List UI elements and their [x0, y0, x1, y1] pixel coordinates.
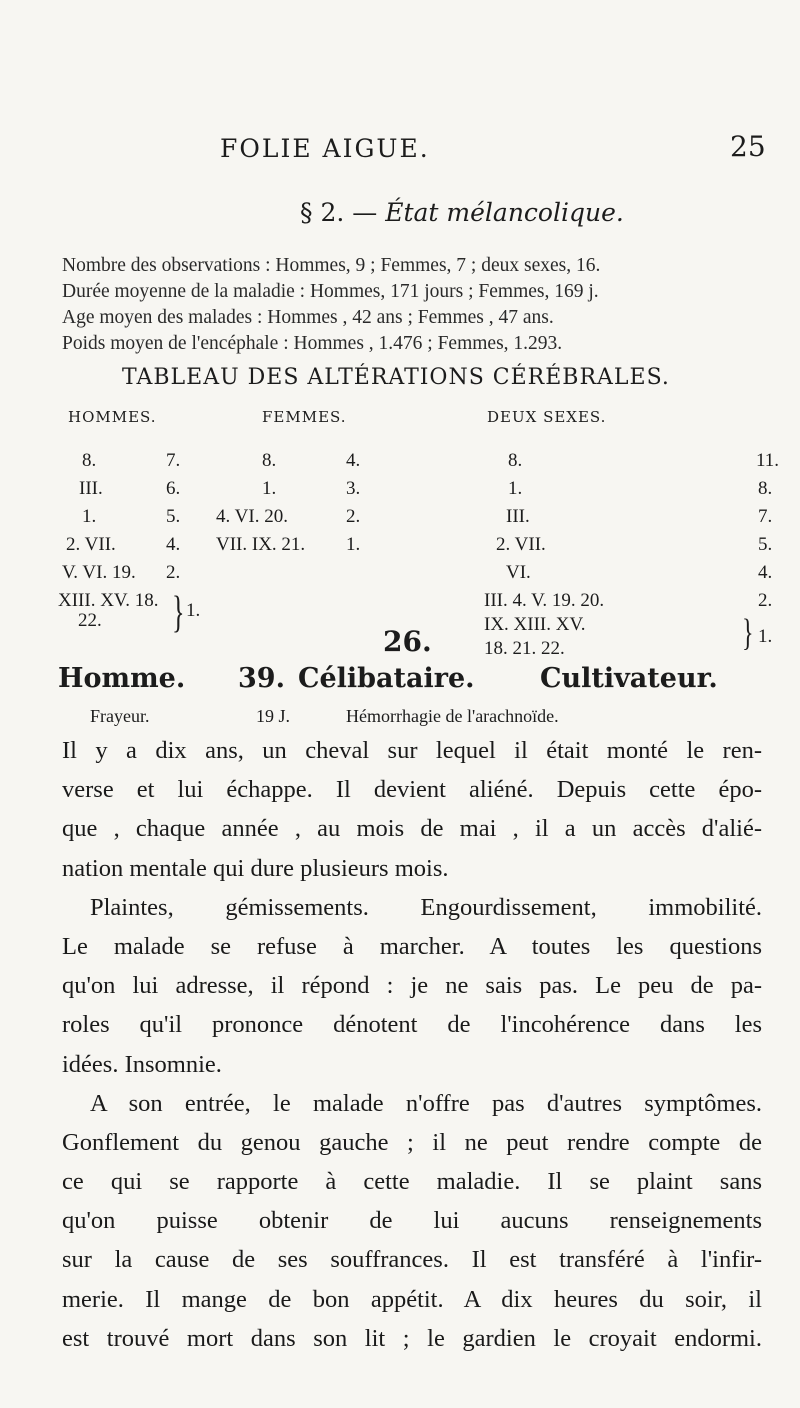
table-cell: XIII. XV. 18. — [58, 590, 159, 611]
case-status: Célibataire. — [298, 663, 475, 694]
table-cell: VI. — [506, 562, 531, 583]
mean-duration: Durée moyenne de la maladie : Hommes, 171 jours ; Femmes, 169 j. — [62, 281, 599, 302]
table-cell: V. VI. 19. — [62, 562, 136, 583]
text-line: verse et lui échappe. Il devient aliéné. Depuis cette épo- — [62, 776, 762, 804]
case-cause: Frayeur. — [90, 706, 150, 726]
text-line: qu'on lui adresse, il répond : je ne sais pas. Le peu de pa- — [62, 972, 762, 1000]
case-narrative — [62, 731, 762, 1358]
table-cell: 18. 21. 22. — [484, 638, 565, 659]
section-dash: — — [352, 198, 378, 227]
text-line: Il y a dix ans, un cheval sur lequel il était monté le ren- — [62, 737, 762, 764]
table-count: 8. — [758, 478, 773, 499]
table-count: 1. — [186, 600, 201, 621]
text-line: Gonflement du genou gauche ; il ne peut rendre compte de — [62, 1128, 762, 1156]
table-count: 7. — [758, 506, 773, 527]
table-cell: 22. — [78, 610, 102, 631]
text-line: que , chaque année , au mois de mai , il a un accès d'alié- — [62, 815, 762, 843]
table-count: 2. — [346, 506, 361, 527]
table-cell: 8. — [82, 450, 97, 471]
table-cell: 2. VII. — [66, 534, 116, 555]
table-cell: 1. — [82, 506, 97, 527]
table-cell: III. — [79, 478, 103, 499]
running-title: FOLIE AIGUE. — [220, 134, 430, 163]
section-number: § 2. — [300, 198, 345, 227]
brace-right: } — [742, 612, 754, 655]
brace-right: } — [172, 587, 185, 637]
table-count: 7. — [166, 450, 181, 471]
table-cell: 8. — [508, 450, 523, 471]
table-title: TABLEAU DES ALTÉRATIONS CÉRÉBRALES. — [122, 365, 670, 390]
case-duration: 19 J. — [256, 706, 291, 726]
table-cell: 1. — [262, 478, 277, 499]
table-cell: IX. XIII. XV. — [484, 614, 586, 635]
case-lesion: Hémorrhagie de l'arachnoïde. — [346, 706, 559, 726]
table-cell: 2. VII. — [496, 534, 546, 555]
section-title: État mélancolique. — [385, 198, 624, 227]
text-line: roles qu'il prononce dénotent de l'incohérence dans les — [62, 1011, 762, 1039]
table-cell: 8. — [262, 450, 277, 471]
table-count: 5. — [166, 506, 181, 527]
text-line: Plaintes, gémissements. Engourdissement, immobilité. — [90, 893, 762, 921]
text-line: Le malade se refuse à marcher. A toutes les questions — [62, 932, 762, 960]
table-count: 3. — [346, 478, 361, 499]
table-cell: 1. — [508, 478, 523, 499]
text-line: sur la cause de ses souffrances. Il est transféré à l'infir- — [62, 1246, 762, 1274]
case-age: 39. — [238, 663, 285, 694]
table-count: 1. — [346, 534, 361, 555]
table-count: 4. — [346, 450, 361, 471]
case-profession: Cultivateur. — [540, 663, 718, 694]
observations-count: Nombre des observations : Hommes, 9 ; Femmes, 7 ; deux sexes, 16. — [62, 255, 601, 276]
case-number: 26. — [383, 625, 432, 658]
table-count: 1. — [758, 626, 773, 647]
column-header-femmes: FEMMES. — [262, 408, 347, 426]
column-header-hommes: HOMMES. — [68, 408, 157, 426]
text-line: merie. Il mange de bon appétit. A dix heures du soir, il — [62, 1285, 762, 1313]
section-heading — [300, 198, 624, 227]
mean-brain-weight: Poids moyen de l'encéphale : Hommes , 1.476 ; Femmes, 1.293. — [62, 333, 563, 354]
text-line: nation mentale qui dure plusieurs mois. — [62, 854, 449, 882]
table-count: 2. — [758, 590, 773, 611]
table-count: 4. — [758, 562, 773, 583]
text-line: A son entrée, le malade n'offre pas d'autres symptômes. — [90, 1089, 762, 1117]
text-line: est trouvé mort dans son lit ; le gardien le croyait endormi. — [62, 1324, 762, 1352]
text-line: idées. Insomnie. — [62, 1050, 222, 1078]
column-header-deux-sexes: DEUX SEXES. — [487, 408, 607, 426]
table-cell: VII. IX. 21. — [216, 534, 306, 555]
text-line: qu'on puisse obtenir de lui aucuns renseignements — [62, 1207, 762, 1235]
mean-age: Age moyen des malades : Hommes , 42 ans ; Femmes , 47 ans. — [62, 307, 554, 328]
table-count: 2. — [166, 562, 181, 583]
table-cell: III. 4. V. 19. 20. — [484, 590, 605, 611]
page-number: 25 — [730, 130, 766, 163]
table-count: 4. — [166, 534, 181, 555]
case-sex: Homme. — [58, 663, 186, 694]
table-count: 11. — [756, 450, 780, 471]
text-line: ce qui se rapporte à cette maladie. Il se plaint sans — [62, 1168, 762, 1196]
table-cell: 4. VI. 20. — [216, 506, 288, 527]
table-count: 6. — [166, 478, 181, 499]
table-cell: III. — [506, 506, 530, 527]
table-count: 5. — [758, 534, 773, 555]
